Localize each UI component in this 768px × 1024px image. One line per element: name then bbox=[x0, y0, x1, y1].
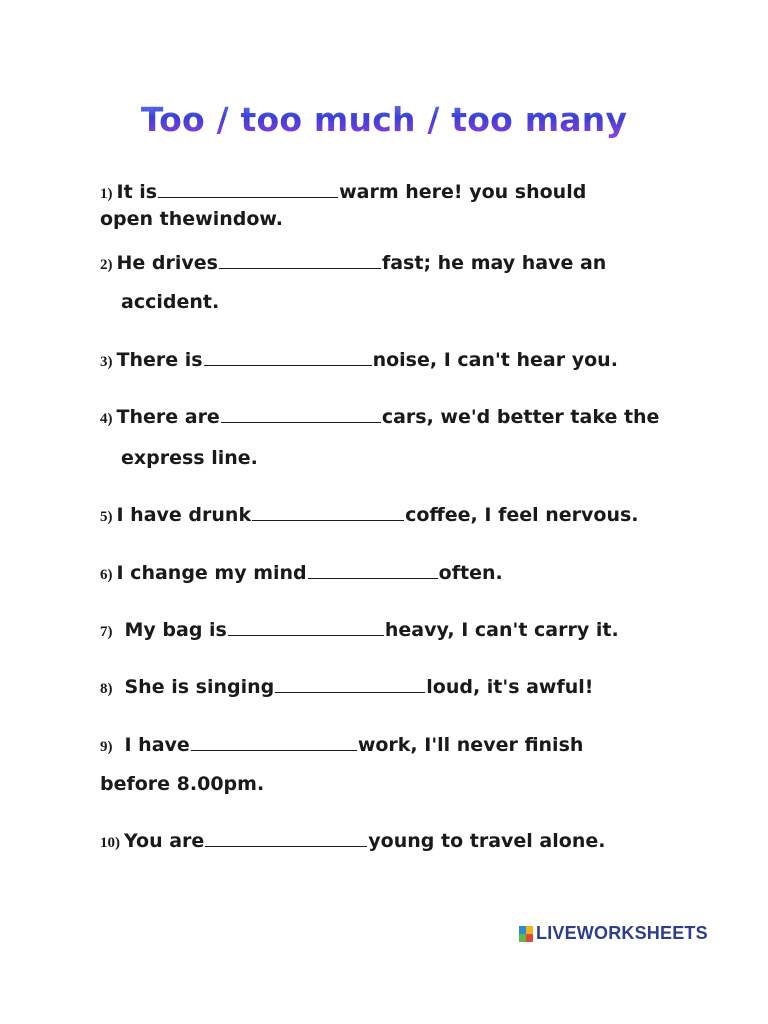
answer-blank-3[interactable] bbox=[204, 349, 372, 366]
question-number: 5) bbox=[100, 509, 113, 525]
question-7 bbox=[100, 618, 740, 644]
question-text-after: loud, it's awful! bbox=[426, 676, 594, 698]
question-text-after: noise, I can't hear you. bbox=[372, 349, 618, 371]
answer-blank-5[interactable] bbox=[252, 504, 404, 521]
question-10 bbox=[100, 829, 740, 855]
question-text-after: work, I'll never finish bbox=[357, 734, 584, 756]
question-3 bbox=[100, 348, 740, 374]
question-9-continuation: before 8.00pm. bbox=[100, 773, 265, 795]
question-text-before: There is bbox=[116, 349, 203, 371]
question-text-after: young to travel alone. bbox=[368, 830, 606, 852]
answer-blank-1[interactable] bbox=[158, 181, 338, 198]
question-text-before: There are bbox=[116, 406, 220, 428]
answer-blank-7[interactable] bbox=[228, 619, 384, 636]
liveworksheets-logo bbox=[519, 923, 708, 944]
question-text-before: My bag is bbox=[124, 619, 227, 641]
question-text-before: He drives bbox=[116, 252, 218, 274]
question-text-before: It is bbox=[116, 181, 158, 203]
question-text-after: fast; he may have an bbox=[381, 252, 607, 274]
question-number: 10) bbox=[100, 835, 120, 851]
question-1 bbox=[100, 180, 740, 206]
question-number: 3) bbox=[100, 354, 113, 370]
question-2-continuation: accident. bbox=[121, 291, 220, 313]
answer-blank-10[interactable] bbox=[205, 830, 367, 847]
question-number: 6) bbox=[100, 567, 113, 583]
answer-blank-9[interactable] bbox=[191, 734, 357, 751]
question-text-after: cars, we'd better take the bbox=[381, 406, 660, 428]
question-text-before: I have drunk bbox=[116, 504, 252, 526]
question-text-after: warm here! you should bbox=[339, 181, 587, 203]
question-number: 9) bbox=[100, 739, 113, 755]
question-number: 8) bbox=[100, 681, 113, 697]
question-text-after: often. bbox=[438, 562, 503, 584]
answer-blank-6[interactable] bbox=[308, 562, 438, 579]
question-text-after: heavy, I can't carry it. bbox=[384, 619, 619, 641]
question-text-before: I have bbox=[124, 734, 190, 756]
question-text-before: I change my mind bbox=[116, 562, 307, 584]
answer-blank-4[interactable] bbox=[221, 406, 381, 423]
question-4 bbox=[100, 405, 740, 431]
question-9 bbox=[100, 733, 740, 759]
question-2 bbox=[100, 251, 740, 277]
question-number: 7) bbox=[100, 624, 113, 640]
question-number: 2) bbox=[100, 257, 113, 273]
question-1-continuation: open thewindow. bbox=[100, 208, 283, 230]
answer-blank-2[interactable] bbox=[219, 252, 381, 269]
question-5 bbox=[100, 503, 740, 529]
liveworksheets-logo-icon bbox=[519, 926, 533, 942]
question-text-before: She is singing bbox=[124, 676, 275, 698]
logo-text: LIVEWORKSHEETS bbox=[536, 923, 708, 943]
question-number: 4) bbox=[100, 411, 113, 427]
question-4-continuation: express line. bbox=[121, 447, 258, 469]
question-text-before: You are bbox=[124, 830, 205, 852]
question-number: 1) bbox=[100, 186, 113, 202]
worksheet-title: Too / too much / too many bbox=[0, 100, 768, 139]
question-text-after: coffee, I feel nervous. bbox=[405, 504, 639, 526]
question-8 bbox=[100, 675, 740, 701]
answer-blank-8[interactable] bbox=[275, 676, 425, 693]
question-6 bbox=[100, 561, 740, 587]
